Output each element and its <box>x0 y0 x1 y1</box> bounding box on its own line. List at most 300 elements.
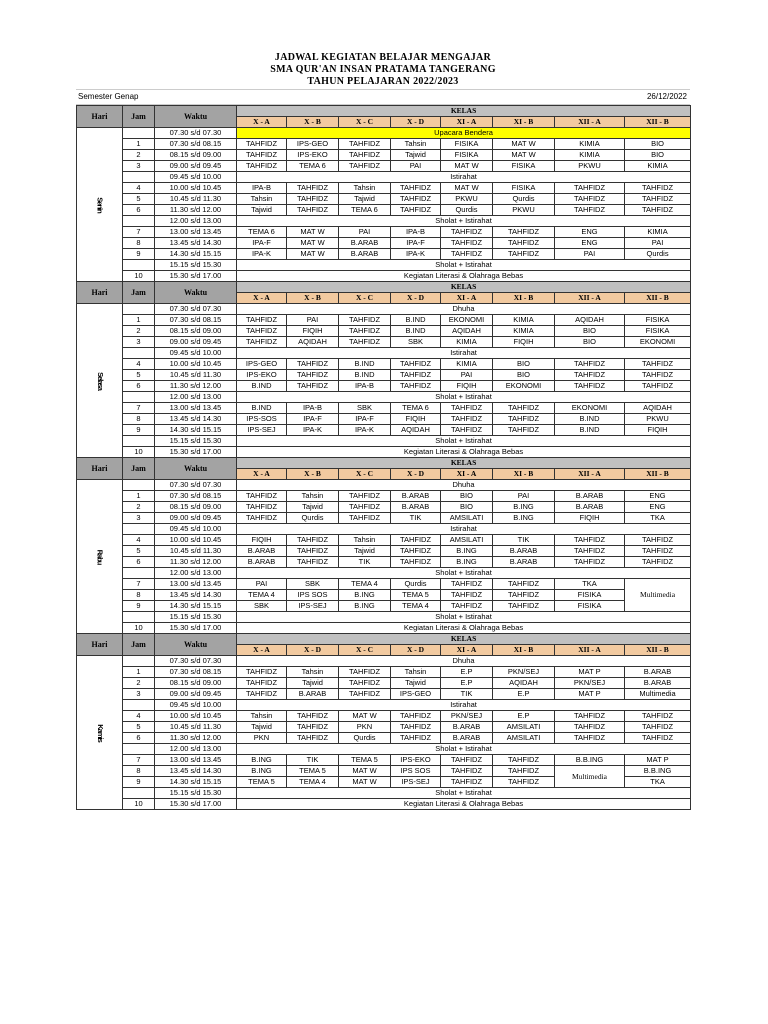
subject-cell: B.ARAB <box>493 546 555 557</box>
waktu-cell: 07.30 s/d 07.30 <box>155 656 237 667</box>
schedule-row <box>77 172 691 183</box>
class-header: X - A <box>237 117 287 128</box>
subject-cell: B.IND <box>391 315 441 326</box>
subject-cell: MAT W <box>339 711 391 722</box>
class-header: XI - B <box>493 293 555 304</box>
class-header: X - C <box>339 293 391 304</box>
activity-cell: Sholat + Istirahat <box>237 436 691 447</box>
subject-cell: TAHFIDZ <box>625 194 691 205</box>
subject-cell: TKA <box>625 513 691 524</box>
subject-cell: TEMA 6 <box>287 161 339 172</box>
jam-cell: 6 <box>123 733 155 744</box>
jam-cell: 7 <box>123 403 155 414</box>
subject-cell: TAHFIDZ <box>441 238 493 249</box>
day-name-text: Selasa <box>95 371 105 390</box>
class-header: XI - B <box>493 645 555 656</box>
subject-cell: EKONOMI <box>493 381 555 392</box>
title-line-1: JADWAL KEGIATAN BELAJAR MENGAJAR <box>274 52 492 63</box>
subject-cell: TAHFIDZ <box>555 546 625 557</box>
subject-cell: IPA-F <box>339 414 391 425</box>
semester-label: Semester Genap <box>78 92 139 101</box>
header-row <box>77 282 691 293</box>
subject-cell: IPA-K <box>287 425 339 436</box>
subject-cell: KIMIA <box>555 150 625 161</box>
subject-cell: TAHFIDZ <box>493 766 555 777</box>
class-header: X - C <box>339 117 391 128</box>
schedule-row <box>77 678 691 689</box>
waktu-cell: 11.30 s/d 12.00 <box>155 205 237 216</box>
subject-cell: TKA <box>555 579 625 590</box>
header-row <box>77 106 691 117</box>
subject-cell: TAHFIDZ <box>339 315 391 326</box>
subject-cell: Qurdis <box>493 194 555 205</box>
header-jam: Jam <box>123 458 155 480</box>
schedule-row <box>77 414 691 425</box>
subject-cell: Multimedia <box>625 689 691 700</box>
subject-cell: TAHFIDZ <box>287 546 339 557</box>
jam-cell <box>123 128 155 139</box>
subject-cell: TAHFIDZ <box>441 425 493 436</box>
subject-cell: B.IND <box>555 425 625 436</box>
subject-cell: B.ING <box>339 590 391 601</box>
subject-cell: Tajwid <box>339 194 391 205</box>
jam-cell: 10 <box>123 799 155 810</box>
subject-cell: BIO <box>493 359 555 370</box>
title-line-2: SMA QUR'AN INSAN PRATAMA TANGERANG <box>270 64 496 75</box>
schedule-row <box>77 370 691 381</box>
jam-cell <box>123 612 155 623</box>
header-hari: Hari <box>77 458 123 480</box>
jam-cell <box>123 744 155 755</box>
jam-cell <box>123 700 155 711</box>
subject-cell: FIQIH <box>625 425 691 436</box>
activity-cell: Dhuha <box>237 656 691 667</box>
activity-cell: Sholat + Istirahat <box>237 788 691 799</box>
subject-cell: ENG <box>625 491 691 502</box>
subject-cell: TAHFIDZ <box>391 370 441 381</box>
subject-cell: B.ARAB <box>391 502 441 513</box>
subject-cell: TAHFIDZ <box>339 513 391 524</box>
subject-cell: IPS-SOS <box>237 414 287 425</box>
subject-cell: TIK <box>493 535 555 546</box>
subject-cell: MAT W <box>493 139 555 150</box>
subject-cell: TEMA 6 <box>391 403 441 414</box>
header-kelas: KELAS <box>237 106 691 117</box>
subject-cell: TEMA 4 <box>339 579 391 590</box>
class-header: XII - B <box>625 293 691 304</box>
subject-cell: TAHFIDZ <box>555 722 625 733</box>
subject-cell: FISIKA <box>555 601 625 612</box>
subject-cell: TAHFIDZ <box>391 733 441 744</box>
waktu-cell: 09.00 s/d 09.45 <box>155 337 237 348</box>
subject-cell: TAHFIDZ <box>339 667 391 678</box>
waktu-cell: 11.30 s/d 12.00 <box>155 557 237 568</box>
jam-cell <box>123 436 155 447</box>
subject-cell: TAHFIDZ <box>237 513 287 524</box>
subject-cell: MAT P <box>555 689 625 700</box>
subject-cell: TAHFIDZ <box>441 755 493 766</box>
subject-cell: TAHFIDZ <box>339 139 391 150</box>
subject-cell: TKA <box>625 777 691 788</box>
subject-cell: FISIKA <box>493 183 555 194</box>
subject-cell: IPS-SEJ <box>287 601 339 612</box>
schedule-row <box>77 403 691 414</box>
subject-cell: PKWU <box>625 414 691 425</box>
subject-cell: TAHFIDZ <box>625 722 691 733</box>
subject-cell: TAHFIDZ <box>391 722 441 733</box>
header-waktu: Waktu <box>155 106 237 128</box>
subject-cell: Tahsin <box>339 183 391 194</box>
subject-cell: TAHFIDZ <box>237 139 287 150</box>
subject-cell: FIQIH <box>441 381 493 392</box>
subject-cell: MAT W <box>339 777 391 788</box>
schedule-row <box>77 755 691 766</box>
jam-cell: 3 <box>123 513 155 524</box>
subject-cell: TAHFIDZ <box>237 161 287 172</box>
subject-cell: B.IND <box>339 359 391 370</box>
subject-cell: IPS-GEO <box>237 359 287 370</box>
jam-cell <box>123 568 155 579</box>
subject-cell: TAHFIDZ <box>287 557 339 568</box>
activity-cell: Dhuha <box>237 480 691 491</box>
subject-cell: TAHFIDZ <box>339 161 391 172</box>
jam-cell: 2 <box>123 502 155 513</box>
activity-cell: Sholat + Istirahat <box>237 260 691 271</box>
header-hari: Hari <box>77 634 123 656</box>
waktu-cell: 09.00 s/d 09.45 <box>155 513 237 524</box>
subject-cell: IPA-B <box>339 381 391 392</box>
subject-cell: TAHFIDZ <box>555 557 625 568</box>
subject-cell: BIO <box>625 139 691 150</box>
subject-cell: IPA-F <box>287 414 339 425</box>
jam-cell: 8 <box>123 238 155 249</box>
subject-cell: TAHFIDZ <box>493 249 555 260</box>
waktu-cell: 13.45 s/d 14.30 <box>155 590 237 601</box>
schedule-row <box>77 502 691 513</box>
schedule-row <box>77 304 691 315</box>
subject-cell: TAHFIDZ <box>493 590 555 601</box>
subject-cell: Qurdis <box>287 513 339 524</box>
subject-cell: MAT P <box>625 755 691 766</box>
schedule-row <box>77 381 691 392</box>
day-name-rabu <box>77 480 123 634</box>
subject-cell: AMSILATI <box>441 535 493 546</box>
waktu-cell: 15.15 s/d 15.30 <box>155 260 237 271</box>
class-header: X - A <box>237 293 287 304</box>
subject-cell: TAHFIDZ <box>441 249 493 260</box>
subject-cell: IPS-SEJ <box>237 425 287 436</box>
subject-cell: TAHFIDZ <box>237 667 287 678</box>
schedule-row <box>77 238 691 249</box>
class-header: XI - A <box>441 293 493 304</box>
jam-cell <box>123 656 155 667</box>
class-header: X - A <box>237 645 287 656</box>
subject-cell: TIK <box>391 513 441 524</box>
subject-cell: B.ARAB <box>339 238 391 249</box>
waktu-cell: 07.30 s/d 08.15 <box>155 315 237 326</box>
jam-cell: 5 <box>123 546 155 557</box>
subject-cell: TAHFIDZ <box>339 337 391 348</box>
schedule-row <box>77 612 691 623</box>
date-label: 26/12/2022 <box>646 92 687 101</box>
subject-cell: Tahsin <box>391 139 441 150</box>
jam-cell: 9 <box>123 777 155 788</box>
subject-cell: EKONOMI <box>441 315 493 326</box>
subject-cell: ENG <box>625 502 691 513</box>
subject-cell: E.P <box>493 711 555 722</box>
class-header: X - B <box>287 293 339 304</box>
class-header: X - D <box>391 645 441 656</box>
subject-cell: FIQIH <box>391 414 441 425</box>
subject-cell: TAHFIDZ <box>287 205 339 216</box>
waktu-cell: 08.15 s/d 09.00 <box>155 502 237 513</box>
schedule-row <box>77 227 691 238</box>
schedule-sheet <box>76 52 690 810</box>
schedule-row <box>77 194 691 205</box>
jam-cell <box>123 260 155 271</box>
jam-cell: 5 <box>123 194 155 205</box>
header-jam: Jam <box>123 634 155 656</box>
subject-cell: TEMA 4 <box>287 777 339 788</box>
schedule-row <box>77 788 691 799</box>
activity-cell: Kegiatan Literasi & Olahraga Bebas <box>237 271 691 282</box>
subject-cell: TEMA 5 <box>287 766 339 777</box>
subject-cell: B.ING <box>237 755 287 766</box>
waktu-cell: 12.00 s/d 13.00 <box>155 392 237 403</box>
subject-cell: TAHFIDZ <box>625 359 691 370</box>
subject-cell: AMSILATI <box>493 733 555 744</box>
waktu-cell: 14.30 s/d 15.15 <box>155 249 237 260</box>
waktu-cell: 13.00 s/d 13.45 <box>155 579 237 590</box>
subject-cell: TAHFIDZ <box>625 557 691 568</box>
subject-cell: FISIKA <box>441 139 493 150</box>
subject-cell: Tajwid <box>237 205 287 216</box>
subject-cell: FIQIH <box>555 513 625 524</box>
waktu-cell: 10.45 s/d 11.30 <box>155 194 237 205</box>
day-name-senin <box>77 128 123 282</box>
schedule-row <box>77 205 691 216</box>
class-header: XI - A <box>441 117 493 128</box>
subject-cell: IPS-EKO <box>391 755 441 766</box>
waktu-cell: 07.30 s/d 08.15 <box>155 139 237 150</box>
subject-cell: TAHFIDZ <box>441 601 493 612</box>
waktu-cell: 07.30 s/d 08.15 <box>155 667 237 678</box>
subject-cell: B.ARAB <box>441 722 493 733</box>
subject-cell: FIQIH <box>287 326 339 337</box>
jam-cell <box>123 348 155 359</box>
subject-cell: SBK <box>339 403 391 414</box>
subject-cell: B.IND <box>555 414 625 425</box>
subject-cell: E.P <box>493 689 555 700</box>
activity-cell: Dhuha <box>237 304 691 315</box>
day-name-text: Kamis <box>95 723 105 742</box>
waktu-cell: 09.00 s/d 09.45 <box>155 161 237 172</box>
subject-cell: TAHFIDZ <box>625 381 691 392</box>
subject-cell: TAHFIDZ <box>441 403 493 414</box>
subject-cell: B.ING <box>441 546 493 557</box>
waktu-cell: 13.45 s/d 14.30 <box>155 766 237 777</box>
subject-cell: TAHFIDZ <box>237 502 287 513</box>
subject-cell: TAHFIDZ <box>391 557 441 568</box>
subject-cell: TAHFIDZ <box>493 601 555 612</box>
subject-cell: TAHFIDZ <box>391 194 441 205</box>
subject-cell: TAHFIDZ <box>441 227 493 238</box>
subject-cell: Tajwid <box>237 722 287 733</box>
subject-cell: KIMIA <box>493 326 555 337</box>
subject-cell: TAHFIDZ <box>625 546 691 557</box>
subject-cell: TAHFIDZ <box>493 579 555 590</box>
subject-cell: BIO <box>441 491 493 502</box>
subject-cell: ENG <box>555 227 625 238</box>
schedule-row <box>77 513 691 524</box>
waktu-cell: 10.00 s/d 10.45 <box>155 183 237 194</box>
subject-cell: TAHFIDZ <box>625 535 691 546</box>
subject-cell: SBK <box>391 337 441 348</box>
activity-cell: Sholat + Istirahat <box>237 612 691 623</box>
schedule-row <box>77 216 691 227</box>
waktu-cell: 14.30 s/d 15.15 <box>155 777 237 788</box>
subject-cell: MAT P <box>555 667 625 678</box>
schedule-row <box>77 260 691 271</box>
subject-cell: FISIKA <box>625 326 691 337</box>
subject-cell: TAHFIDZ <box>287 711 339 722</box>
subject-cell: B.B.ING <box>555 755 625 766</box>
subject-cell: BIO <box>555 337 625 348</box>
subject-cell: TAHFIDZ <box>493 425 555 436</box>
schedule-row <box>77 480 691 491</box>
subject-cell: AMSILATI <box>441 513 493 524</box>
waktu-cell: 08.15 s/d 09.00 <box>155 326 237 337</box>
subject-cell: PKN/SEJ <box>493 667 555 678</box>
waktu-cell: 15.30 s/d 17.00 <box>155 623 237 634</box>
class-header: X - D <box>391 469 441 480</box>
subject-cell: PAI <box>555 249 625 260</box>
subject-cell: TAHFIDZ <box>391 381 441 392</box>
subject-cell: PAI <box>339 227 391 238</box>
subject-cell: TAHFIDZ <box>339 678 391 689</box>
subject-cell: TAHFIDZ <box>287 722 339 733</box>
subject-cell: BIO <box>493 370 555 381</box>
waktu-cell: 10.00 s/d 10.45 <box>155 359 237 370</box>
schedule-row <box>77 392 691 403</box>
subject-cell: TAHFIDZ <box>391 183 441 194</box>
subject-cell: Tahsin <box>339 535 391 546</box>
subject-cell: BIO <box>625 150 691 161</box>
class-header: X - B <box>287 117 339 128</box>
subject-cell: EKONOMI <box>625 337 691 348</box>
subject-cell: Tahsin <box>237 711 287 722</box>
jam-cell: 1 <box>123 315 155 326</box>
subject-cell: Tajwid <box>287 502 339 513</box>
subject-cell: PKN/SEJ <box>441 711 493 722</box>
subject-cell: TEMA 5 <box>237 777 287 788</box>
subject-cell: TEMA 5 <box>339 755 391 766</box>
schedule-row <box>77 656 691 667</box>
schedule-row <box>77 150 691 161</box>
subject-cell: MAT W <box>339 766 391 777</box>
class-header: XI - B <box>493 117 555 128</box>
header-row <box>77 458 691 469</box>
jam-cell: 4 <box>123 535 155 546</box>
subject-cell: TAHFIDZ <box>237 689 287 700</box>
jam-cell: 9 <box>123 249 155 260</box>
subject-cell: TAHFIDZ <box>493 414 555 425</box>
subject-cell: TAHFIDZ <box>441 777 493 788</box>
waktu-cell: 07.30 s/d 08.15 <box>155 491 237 502</box>
subject-cell: EKONOMI <box>555 403 625 414</box>
class-header: X - B <box>287 469 339 480</box>
subject-cell: PAI <box>287 315 339 326</box>
header-jam: Jam <box>123 106 155 128</box>
class-header: XI - A <box>441 469 493 480</box>
subject-cell: B.ING <box>493 513 555 524</box>
subject-cell: TAHFIDZ <box>625 183 691 194</box>
waktu-cell: 07.30 s/d 07.30 <box>155 304 237 315</box>
schedule-row <box>77 139 691 150</box>
subject-cell: B.ARAB <box>441 733 493 744</box>
subject-cell: TAHFIDZ <box>493 238 555 249</box>
activity-cell: Sholat + Istirahat <box>237 392 691 403</box>
schedule-row <box>77 744 691 755</box>
waktu-cell: 08.15 s/d 09.00 <box>155 678 237 689</box>
subject-cell: TAHFIDZ <box>339 491 391 502</box>
subject-cell: IPS-EKO <box>287 150 339 161</box>
schedule-row <box>77 722 691 733</box>
subject-cell: Qurdis <box>339 733 391 744</box>
subject-cell: MAT W <box>493 150 555 161</box>
subject-cell: IPA-B <box>287 403 339 414</box>
subject-cell: PKN <box>237 733 287 744</box>
subject-cell: TAHFIDZ <box>441 579 493 590</box>
waktu-cell: 11.30 s/d 12.00 <box>155 733 237 744</box>
class-header: XII - A <box>555 645 625 656</box>
jam-cell: 1 <box>123 667 155 678</box>
waktu-cell: 15.30 s/d 17.00 <box>155 271 237 282</box>
header-row <box>77 634 691 645</box>
schedule-row <box>77 579 691 590</box>
schedule-row <box>77 766 691 777</box>
schedule-row <box>77 326 691 337</box>
schedule-row <box>77 546 691 557</box>
jam-cell: 8 <box>123 590 155 601</box>
subject-cell: IPS-GEO <box>287 139 339 150</box>
waktu-cell: 09.45 s/d 10.00 <box>155 524 237 535</box>
subject-cell: TAHFIDZ <box>237 491 287 502</box>
schedule-row <box>77 491 691 502</box>
subject-cell: B.ARAB <box>391 491 441 502</box>
subject-cell: IPA-K <box>391 249 441 260</box>
jam-cell: 6 <box>123 381 155 392</box>
subject-cell: FIQIH <box>237 535 287 546</box>
subject-cell: B.IND <box>237 403 287 414</box>
jam-cell: 6 <box>123 205 155 216</box>
class-header: X - D <box>391 117 441 128</box>
subject-cell: MAT W <box>287 238 339 249</box>
waktu-cell: 10.00 s/d 10.45 <box>155 711 237 722</box>
schedule-row <box>77 271 691 282</box>
jam-cell <box>123 304 155 315</box>
subject-cell: IPS SOS <box>391 766 441 777</box>
subject-cell: FISIKA <box>555 590 625 601</box>
subject-cell: TAHFIDZ <box>287 535 339 546</box>
subject-cell: TAHFIDZ <box>391 535 441 546</box>
subject-cell: TAHFIDZ <box>441 414 493 425</box>
subject-cell: TEMA 4 <box>391 601 441 612</box>
waktu-cell: 14.30 s/d 15.15 <box>155 425 237 436</box>
activity-cell: Kegiatan Literasi & Olahraga Bebas <box>237 799 691 810</box>
header-kelas: KELAS <box>237 458 691 469</box>
schedule-row <box>77 183 691 194</box>
